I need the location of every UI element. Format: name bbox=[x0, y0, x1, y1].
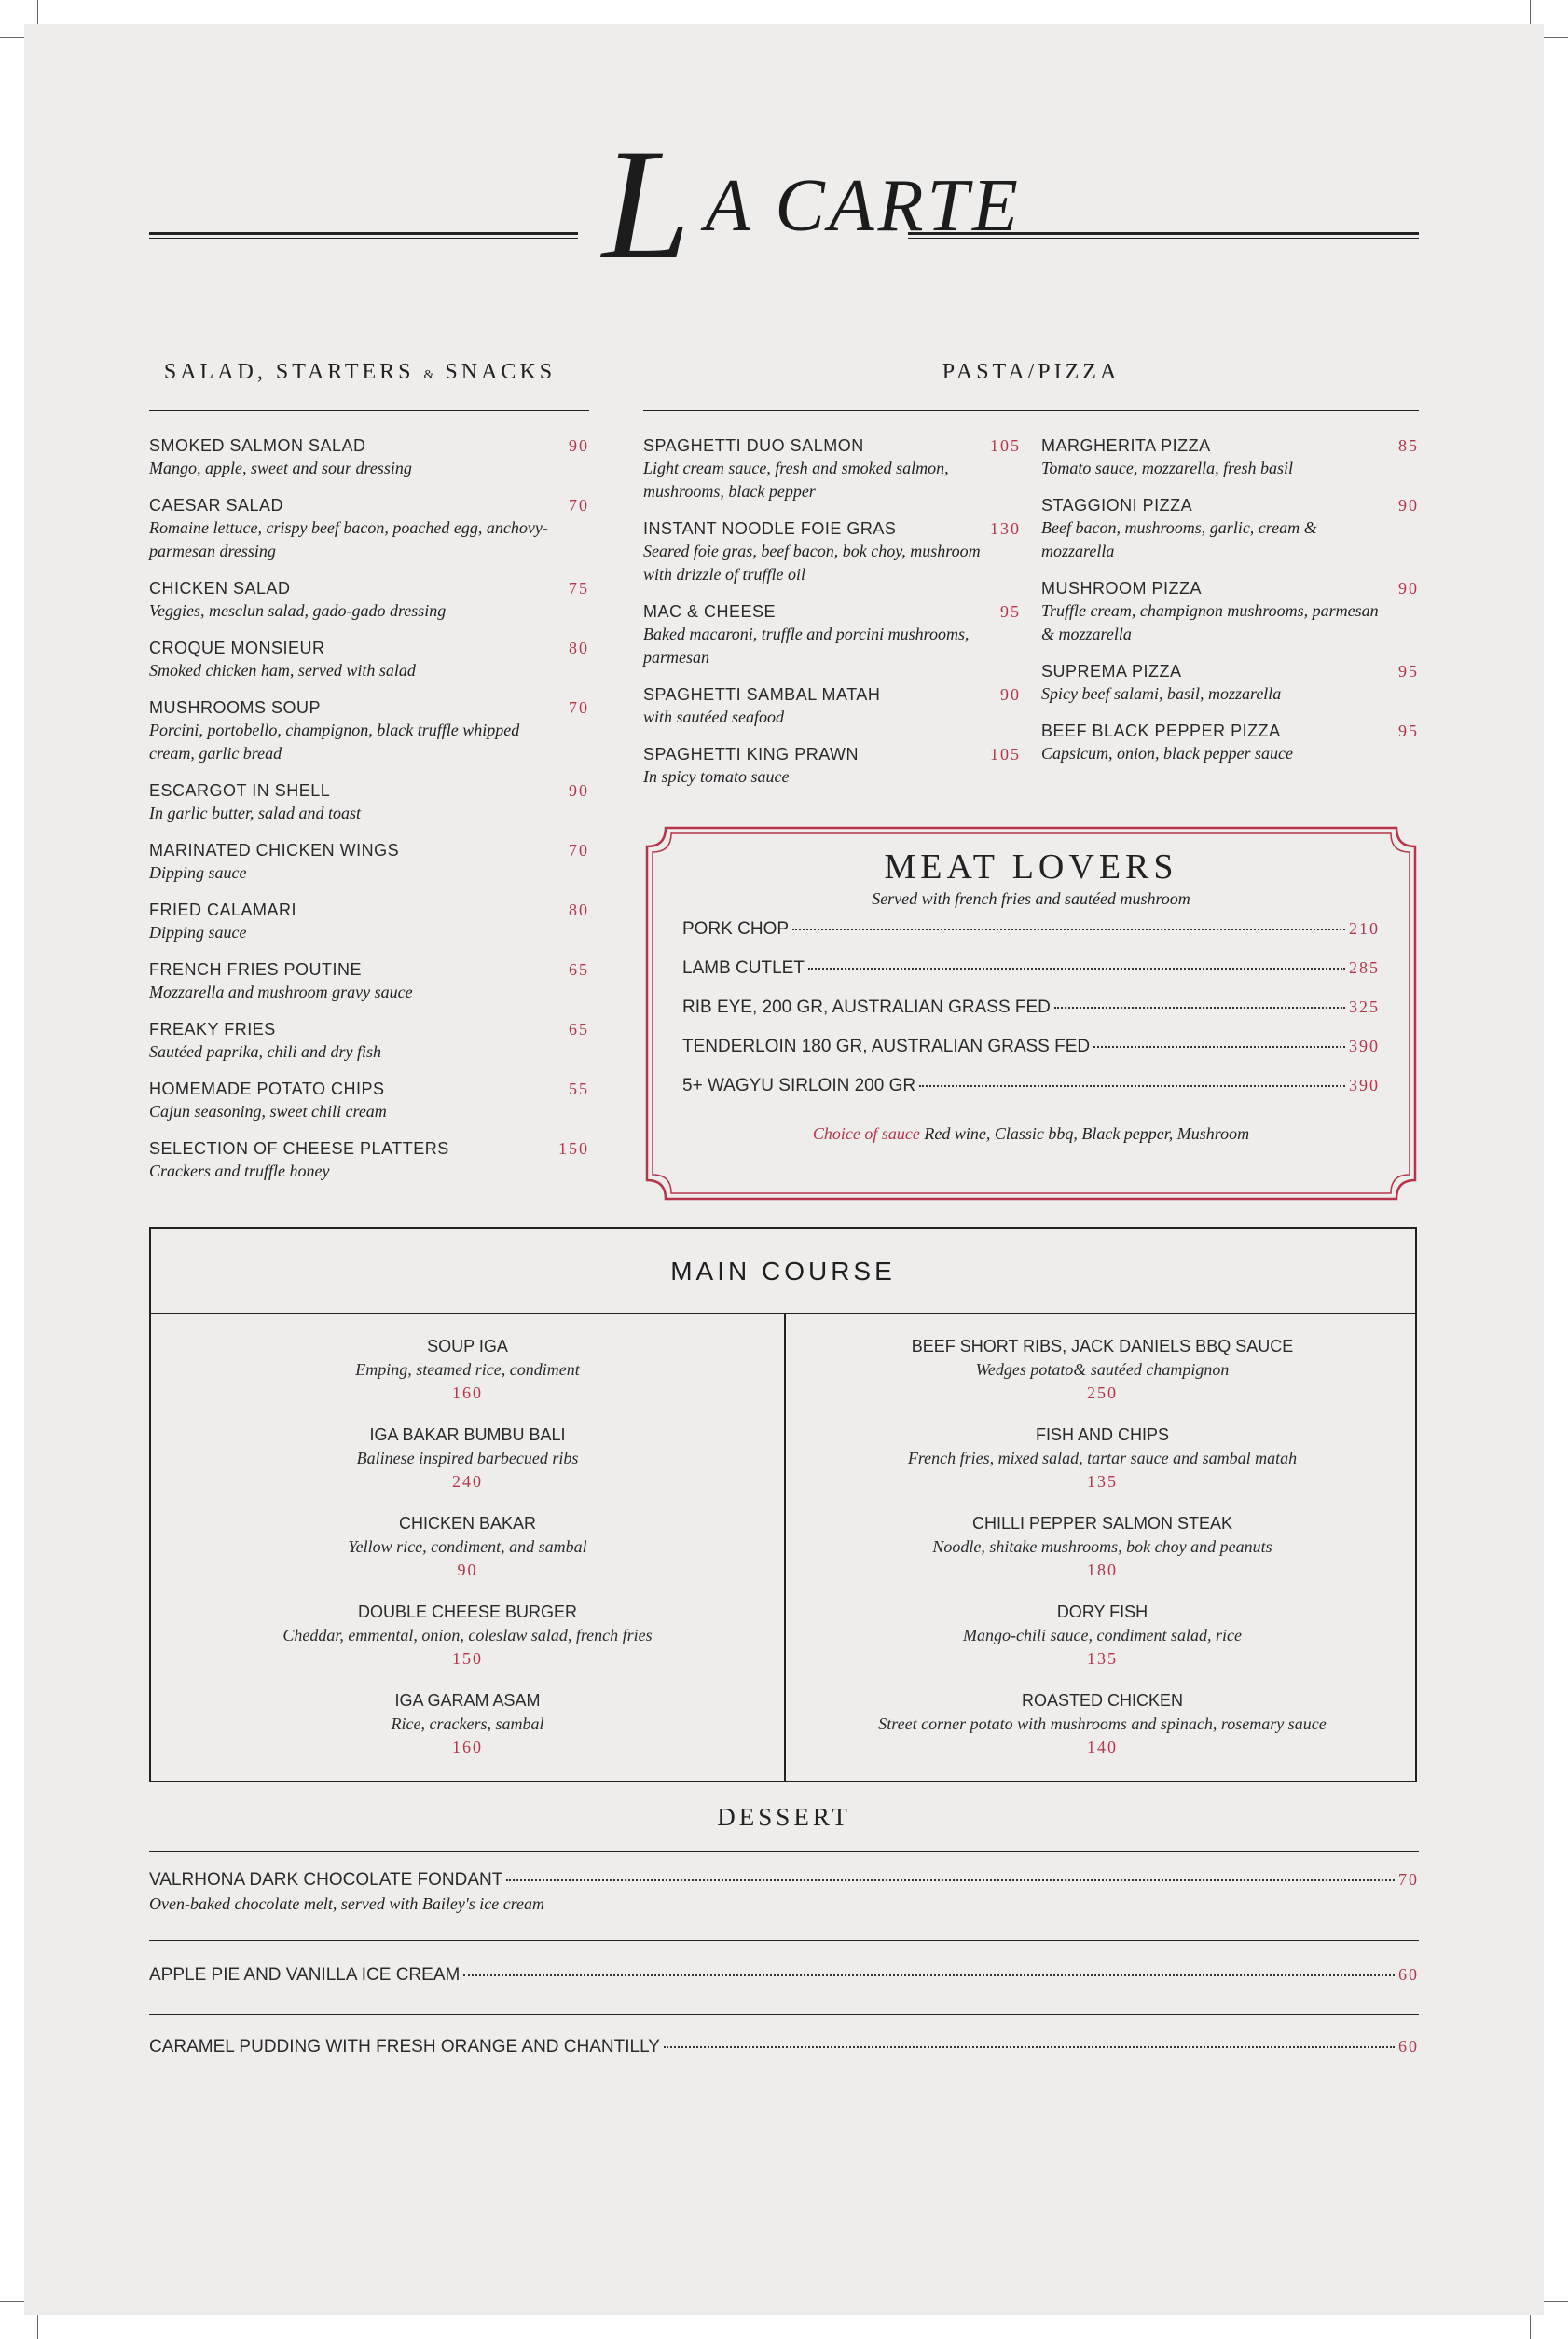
main-course-name: IGA GARAM ASAM bbox=[394, 1691, 541, 1710]
menu-item bbox=[149, 1137, 589, 1183]
menu-item bbox=[1041, 494, 1419, 563]
item-name: MARGHERITA PIZZA bbox=[1041, 436, 1211, 455]
dessert-rule bbox=[149, 1940, 1419, 1941]
main-course-price: 160 bbox=[452, 1738, 483, 1756]
item-price: 80 bbox=[569, 639, 589, 657]
dessert-price: 60 bbox=[1398, 1965, 1419, 1984]
menu-item bbox=[643, 600, 1021, 669]
main-course-description: Balinese inspired barbecued ribs bbox=[356, 1449, 579, 1467]
meat-item-price: 210 bbox=[1349, 919, 1380, 938]
item-description: In garlic butter, salad and toast bbox=[149, 804, 362, 822]
dot-leader bbox=[1093, 1046, 1345, 1048]
dessert-rule-top bbox=[149, 1851, 1419, 1852]
main-course-price: 160 bbox=[452, 1383, 483, 1402]
menu-item bbox=[149, 434, 589, 480]
item-name: SELECTION OF CHEESE PLATTERS bbox=[149, 1139, 449, 1158]
dessert-rule bbox=[149, 2014, 1419, 2015]
meat-item-price: 325 bbox=[1349, 998, 1380, 1016]
dessert-name: VALRHONA DARK CHOCOLATE FONDANT bbox=[149, 1870, 503, 1890]
title-text: A CARTE bbox=[705, 165, 1022, 247]
item-name: SPAGHETTI SAMBAL MATAH bbox=[643, 685, 881, 704]
meat-item-price: 285 bbox=[1349, 958, 1380, 977]
main-course-price: 135 bbox=[1087, 1472, 1118, 1491]
menu-item bbox=[1041, 577, 1419, 646]
item-name: MUSHROOM PIZZA bbox=[1041, 579, 1202, 598]
dessert-row bbox=[149, 1870, 1419, 1891]
main-course-name: SOUP IGA bbox=[427, 1337, 508, 1355]
meat-item-price: 390 bbox=[1349, 1037, 1380, 1055]
item-description: Veggies, mesclun salad, gado-gado dressing bbox=[149, 601, 447, 620]
item-description: with sautéed seafood bbox=[643, 708, 784, 726]
main-course-item bbox=[151, 1335, 784, 1405]
item-name: STAGGIONI PIZZA bbox=[1041, 496, 1193, 515]
item-description: Light cream sauce, fresh and smoked salmon, mushrooms, black pepper bbox=[643, 459, 949, 501]
main-course-box bbox=[149, 1227, 1417, 1782]
menu-item bbox=[149, 696, 589, 765]
main-course-item bbox=[151, 1512, 784, 1582]
menu-sheet bbox=[24, 24, 1544, 2315]
item-name: INSTANT NOODLE FOIE GRAS bbox=[643, 519, 897, 538]
main-course-description: Mango-chili sauce, condiment salad, rice bbox=[963, 1626, 1242, 1644]
main-course-left-column bbox=[151, 1335, 784, 1778]
main-course-name: FISH AND CHIPS bbox=[1035, 1425, 1170, 1444]
item-name: FRIED CALAMARI bbox=[149, 901, 297, 919]
item-price: 70 bbox=[569, 698, 589, 717]
main-course-name: DOUBLE CHEESE BURGER bbox=[357, 1603, 578, 1621]
meat-item-name: TENDERLOIN 180 GR, AUSTRALIAN GRASS FED bbox=[682, 1037, 1091, 1056]
dessert-row bbox=[149, 1965, 1419, 1986]
meat-item-name: RIB EYE, 200 GR, AUSTRALIAN GRASS FED bbox=[682, 998, 1051, 1017]
main-course-name: ROASTED CHICKEN bbox=[1021, 1691, 1184, 1710]
meat-item-name: PORK CHOP bbox=[682, 919, 790, 939]
item-name: CHICKEN SALAD bbox=[149, 579, 291, 598]
item-price: 95 bbox=[1398, 662, 1419, 681]
meat-item bbox=[682, 998, 1380, 1018]
main-course-item bbox=[786, 1689, 1419, 1759]
item-price: 105 bbox=[990, 745, 1021, 764]
item-description: Cajun seasoning, sweet chili cream bbox=[149, 1102, 387, 1121]
main-course-description: Noodle, shitake mushrooms, bok choy and peanuts bbox=[932, 1537, 1272, 1556]
item-price: 65 bbox=[569, 960, 589, 979]
main-course-price: 135 bbox=[1087, 1649, 1118, 1668]
item-description: Dipping sauce bbox=[149, 863, 247, 882]
item-name: MARINATED CHICKEN WINGS bbox=[149, 841, 400, 860]
main-course-price: 150 bbox=[452, 1649, 483, 1668]
dessert-heading: DESSERT bbox=[717, 1803, 851, 1831]
dessert-name: APPLE PIE AND VANILLA ICE CREAM bbox=[149, 1965, 461, 1985]
item-name: CAESAR SALAD bbox=[149, 496, 284, 515]
item-price: 55 bbox=[569, 1080, 589, 1098]
main-course-price: 180 bbox=[1087, 1561, 1118, 1579]
main-course-description: Yellow rice, condiment, and sambal bbox=[348, 1537, 587, 1556]
item-description: Seared foie gras, beef bacon, bok choy, mushroom with drizzle of truffle oil bbox=[643, 542, 981, 584]
main-course-item bbox=[786, 1335, 1419, 1405]
main-course-description: Emping, steamed rice, condiment bbox=[355, 1360, 580, 1379]
pizza-list bbox=[1041, 434, 1419, 779]
item-name: SUPREMA PIZZA bbox=[1041, 662, 1182, 681]
item-description: Tomato sauce, mozzarella, fresh basil bbox=[1041, 459, 1294, 477]
main-course-item bbox=[786, 1512, 1419, 1582]
sauce-options: Red wine, Classic bbq, Black pepper, Mushroom bbox=[924, 1124, 1250, 1143]
main-course-heading: MAIN COURSE bbox=[151, 1229, 1415, 1314]
menu-item bbox=[149, 1078, 589, 1123]
meat-item-price: 390 bbox=[1349, 1076, 1380, 1094]
item-description: Truffle cream, champignon mushrooms, parmesan & mozzarella bbox=[1041, 601, 1379, 643]
page-title bbox=[602, 117, 1031, 292]
meat-lovers-title: MEAT LOVERS bbox=[884, 847, 1178, 887]
main-course-item bbox=[786, 1424, 1419, 1493]
menu-item bbox=[149, 1018, 589, 1064]
menu-item bbox=[149, 494, 589, 563]
main-course-description: Wedges potato& sautéed champignon bbox=[975, 1360, 1230, 1379]
dessert-price: 70 bbox=[1398, 1870, 1419, 1889]
item-name: MUSHROOMS SOUP bbox=[149, 698, 322, 717]
main-course-name: CHILLI PEPPER SALMON STEAK bbox=[971, 1514, 1233, 1533]
main-course-item bbox=[786, 1601, 1419, 1671]
pasta-heading: PASTA/PIZZA bbox=[942, 360, 1121, 384]
item-description: Mango, apple, sweet and sour dressing bbox=[149, 459, 412, 477]
item-name: HOMEMADE POTATO CHIPS bbox=[149, 1080, 385, 1098]
menu-item bbox=[1041, 720, 1419, 765]
item-name: CROQUE MONSIEUR bbox=[149, 639, 325, 657]
main-course-price: 140 bbox=[1087, 1738, 1118, 1756]
item-price: 65 bbox=[569, 1020, 589, 1039]
item-name: SPAGHETTI KING PRAWN bbox=[643, 745, 860, 764]
main-course-description: Street corner potato with mushrooms and spinach, rosemary sauce bbox=[878, 1714, 1327, 1733]
dot-leader bbox=[808, 968, 1345, 970]
main-course-name: CHICKEN BAKAR bbox=[398, 1514, 537, 1533]
menu-item bbox=[1041, 660, 1419, 706]
item-price: 130 bbox=[990, 519, 1021, 538]
item-price: 90 bbox=[569, 781, 589, 800]
menu-item bbox=[643, 683, 1021, 729]
meat-item bbox=[682, 958, 1380, 979]
crop-mark bbox=[1530, 0, 1531, 26]
item-price: 95 bbox=[1398, 722, 1419, 740]
menu-item bbox=[149, 637, 589, 682]
main-course-description: Cheddar, emmental, onion, coleslaw salad, french fries bbox=[282, 1626, 653, 1644]
pasta-heading-rule bbox=[643, 410, 1419, 411]
dot-leader bbox=[506, 1879, 1395, 1881]
item-description: Baked macaroni, truffle and porcini mushrooms, parmesan bbox=[643, 625, 970, 667]
menu-item bbox=[643, 743, 1021, 789]
dessert-row bbox=[149, 2037, 1419, 2057]
item-price: 85 bbox=[1398, 436, 1419, 455]
item-price: 80 bbox=[569, 901, 589, 919]
main-course-name: DORY FISH bbox=[1056, 1603, 1148, 1621]
dot-leader bbox=[664, 2046, 1395, 2048]
sauce-label: Choice of sauce bbox=[812, 1124, 920, 1143]
dessert-name: CARAMEL PUDDING WITH FRESH ORANGE AND CHANTILLY bbox=[149, 2037, 660, 2057]
item-description: Crackers and truffle honey bbox=[149, 1162, 330, 1180]
meat-lovers-subtitle: Served with french fries and sautéed mushroom bbox=[872, 889, 1190, 908]
main-course-name: IGA BAKAR BUMBU BALI bbox=[369, 1425, 566, 1444]
item-description: Smoked chicken ham, served with salad bbox=[149, 661, 416, 680]
main-course-price: 240 bbox=[452, 1472, 483, 1491]
item-price: 105 bbox=[990, 436, 1021, 455]
crop-mark bbox=[0, 2301, 26, 2302]
menu-item bbox=[149, 839, 589, 885]
dot-leader bbox=[463, 1974, 1395, 1976]
item-name: ESCARGOT IN SHELL bbox=[149, 781, 331, 800]
menu-item bbox=[149, 899, 589, 944]
item-price: 150 bbox=[558, 1139, 589, 1158]
menu-item bbox=[1041, 434, 1419, 480]
item-description: Porcini, portobello, champignon, black truffle whipped cream, garlic bread bbox=[149, 721, 520, 763]
item-name: MAC & CHEESE bbox=[643, 602, 777, 621]
crop-mark bbox=[37, 0, 38, 26]
menu-item bbox=[643, 434, 1021, 503]
dot-leader bbox=[1054, 1007, 1345, 1009]
menu-item bbox=[149, 779, 589, 825]
crop-mark bbox=[1542, 2301, 1568, 2302]
item-description: Beef bacon, mushrooms, garlic, cream & mozzarella bbox=[1041, 518, 1317, 560]
crop-mark bbox=[37, 2313, 38, 2339]
meat-item-name: 5+ WAGYU SIRLOIN 200 GR bbox=[682, 1076, 916, 1095]
meat-item bbox=[682, 1076, 1380, 1096]
main-course-item bbox=[151, 1424, 784, 1493]
item-name: SMOKED SALMON SALAD bbox=[149, 436, 366, 455]
main-course-description: Rice, crackers, sambal bbox=[391, 1714, 544, 1733]
main-course-item bbox=[151, 1601, 784, 1671]
main-course-name: BEEF SHORT RIBS, JACK DANIELS BBQ SAUCE bbox=[911, 1337, 1294, 1355]
menu-item bbox=[149, 577, 589, 623]
meat-item bbox=[682, 919, 1380, 940]
item-description: In spicy tomato sauce bbox=[643, 767, 790, 786]
item-description: Romaine lettuce, crispy beef bacon, poached egg, anchovy-parmesan dressing bbox=[149, 518, 548, 560]
meat-item bbox=[682, 1037, 1380, 1057]
crop-mark bbox=[1542, 37, 1568, 38]
meat-item-name: LAMB CUTLET bbox=[682, 958, 805, 978]
crop-mark bbox=[0, 37, 26, 38]
dot-leader bbox=[792, 929, 1345, 930]
main-course-price: 250 bbox=[1087, 1383, 1118, 1402]
title-initial: L bbox=[602, 117, 691, 292]
title-rule-left bbox=[149, 232, 578, 239]
item-price: 70 bbox=[569, 841, 589, 860]
dessert-description: Oven-baked chocolate melt, served with Bailey's ice cream bbox=[149, 1894, 545, 1913]
main-course-description: French fries, mixed salad, tartar sauce and sambal matah bbox=[907, 1449, 1298, 1467]
salad-heading-end: SNACKS bbox=[445, 360, 557, 384]
dessert-price: 60 bbox=[1398, 2037, 1419, 2056]
meat-lovers-box bbox=[645, 826, 1417, 1178]
salad-list bbox=[149, 434, 589, 1197]
main-course-price: 90 bbox=[457, 1561, 478, 1579]
item-price: 95 bbox=[1000, 602, 1021, 621]
item-description: Sautéed paprika, chili and dry fish bbox=[149, 1042, 381, 1061]
menu-item bbox=[643, 517, 1021, 586]
item-price: 70 bbox=[569, 496, 589, 515]
salad-heading bbox=[149, 360, 571, 385]
salad-heading-amp: & bbox=[423, 368, 436, 382]
item-price: 90 bbox=[1000, 685, 1021, 704]
item-price: 90 bbox=[569, 436, 589, 455]
crop-mark bbox=[1530, 2313, 1531, 2339]
item-price: 90 bbox=[1398, 496, 1419, 515]
item-description: Dipping sauce bbox=[149, 923, 247, 942]
item-name: FREAKY FRIES bbox=[149, 1020, 276, 1039]
item-description: Spicy beef salami, basil, mozzarella bbox=[1041, 684, 1282, 703]
item-description: Capsicum, onion, black pepper sauce bbox=[1041, 744, 1293, 763]
item-name: SPAGHETTI DUO SALMON bbox=[643, 436, 864, 455]
main-course-item bbox=[151, 1689, 784, 1759]
item-name: FRENCH FRIES POUTINE bbox=[149, 960, 363, 979]
salad-heading-rule bbox=[149, 410, 589, 411]
sauce-choice bbox=[645, 1124, 1417, 1144]
dot-leader bbox=[919, 1085, 1345, 1087]
pasta-list bbox=[643, 434, 1021, 803]
salad-heading-main: SALAD, STARTERS bbox=[163, 360, 415, 384]
item-price: 90 bbox=[1398, 579, 1419, 598]
main-course-right-column bbox=[786, 1335, 1419, 1778]
item-name: BEEF BLACK PEPPER PIZZA bbox=[1041, 722, 1281, 740]
item-description: Mozzarella and mushroom gravy sauce bbox=[149, 983, 413, 1001]
menu-item bbox=[149, 958, 589, 1004]
item-price: 75 bbox=[569, 579, 589, 598]
